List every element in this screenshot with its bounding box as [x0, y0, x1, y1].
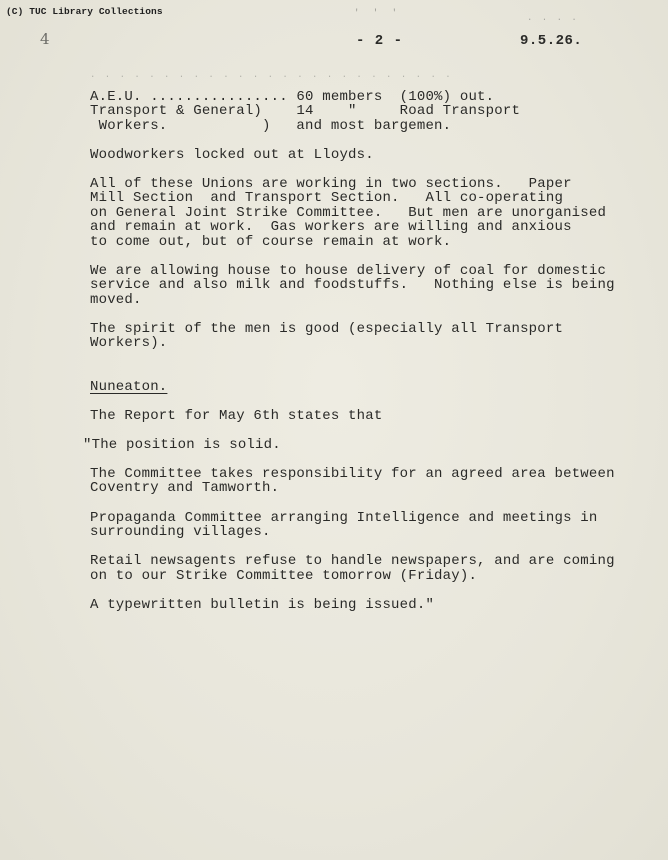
- propaganda-line-1: Propaganda Committee arranging Intelligence and meetings in: [90, 510, 598, 526]
- transport-line-2: Workers. ) and most bargemen.: [90, 118, 452, 134]
- quote-solid-line: "The position is solid.: [83, 437, 281, 453]
- handwritten-margin-mark: 4: [40, 30, 50, 48]
- document-date: 9.5.26.: [520, 33, 583, 49]
- aeu-line: A.E.U. ................ 60 members (100%) out.: [90, 89, 495, 105]
- allowing-line-3: moved.: [90, 292, 142, 308]
- unions-line-2: Mill Section and Transport Section. All co-operating: [90, 190, 564, 206]
- unions-line-4: and remain at work. Gas workers are willing and anxious: [90, 219, 572, 235]
- retail-line-1: Retail newsagents refuse to handle newspapers, and are coming: [90, 553, 615, 569]
- copyright-watermark: (C) TUC Library Collections: [6, 6, 163, 17]
- propaganda-line-2: surrounding villages.: [90, 524, 271, 540]
- page-number: - 2 -: [356, 33, 404, 49]
- report-line: The Report for May 6th states that: [90, 408, 383, 424]
- section-heading-nuneaton: Nuneaton.: [90, 379, 168, 395]
- allowing-line-2: service and also milk and foodstuffs. Nothing else is being: [90, 277, 615, 293]
- bulletin-line: A typewritten bulletin is being issued.": [90, 597, 435, 613]
- unions-line-1: All of these Unions are working in two sections. Paper: [90, 176, 572, 192]
- spirit-line-2: Workers).: [90, 335, 168, 351]
- woodworkers-line: Woodworkers locked out at Lloyds.: [90, 147, 374, 163]
- retail-line-2: on to our Strike Committee tomorrow (Friday).: [90, 568, 478, 584]
- unions-line-3: on General Joint Strike Committee. But men are unorganised: [90, 205, 607, 221]
- committee-line-1: The Committee takes responsibility for an agreed area between: [90, 466, 615, 482]
- unions-line-5: to come out, but of course remain at work.: [90, 234, 452, 250]
- faint-dotted-line: . . . . . . . . . . . . . . . . . . . . . . . . .: [90, 70, 453, 80]
- faint-top-marks: ' ' ': [354, 8, 402, 18]
- faint-top-marks-right: . . . .: [527, 13, 579, 23]
- spirit-line-1: The spirit of the men is good (especially all Transport: [90, 321, 564, 337]
- allowing-line-1: We are allowing house to house delivery of coal for domestic: [90, 263, 607, 279]
- committee-line-2: Coventry and Tamworth.: [90, 480, 280, 496]
- transport-line-1: Transport & General) 14 " Road Transport: [90, 103, 521, 119]
